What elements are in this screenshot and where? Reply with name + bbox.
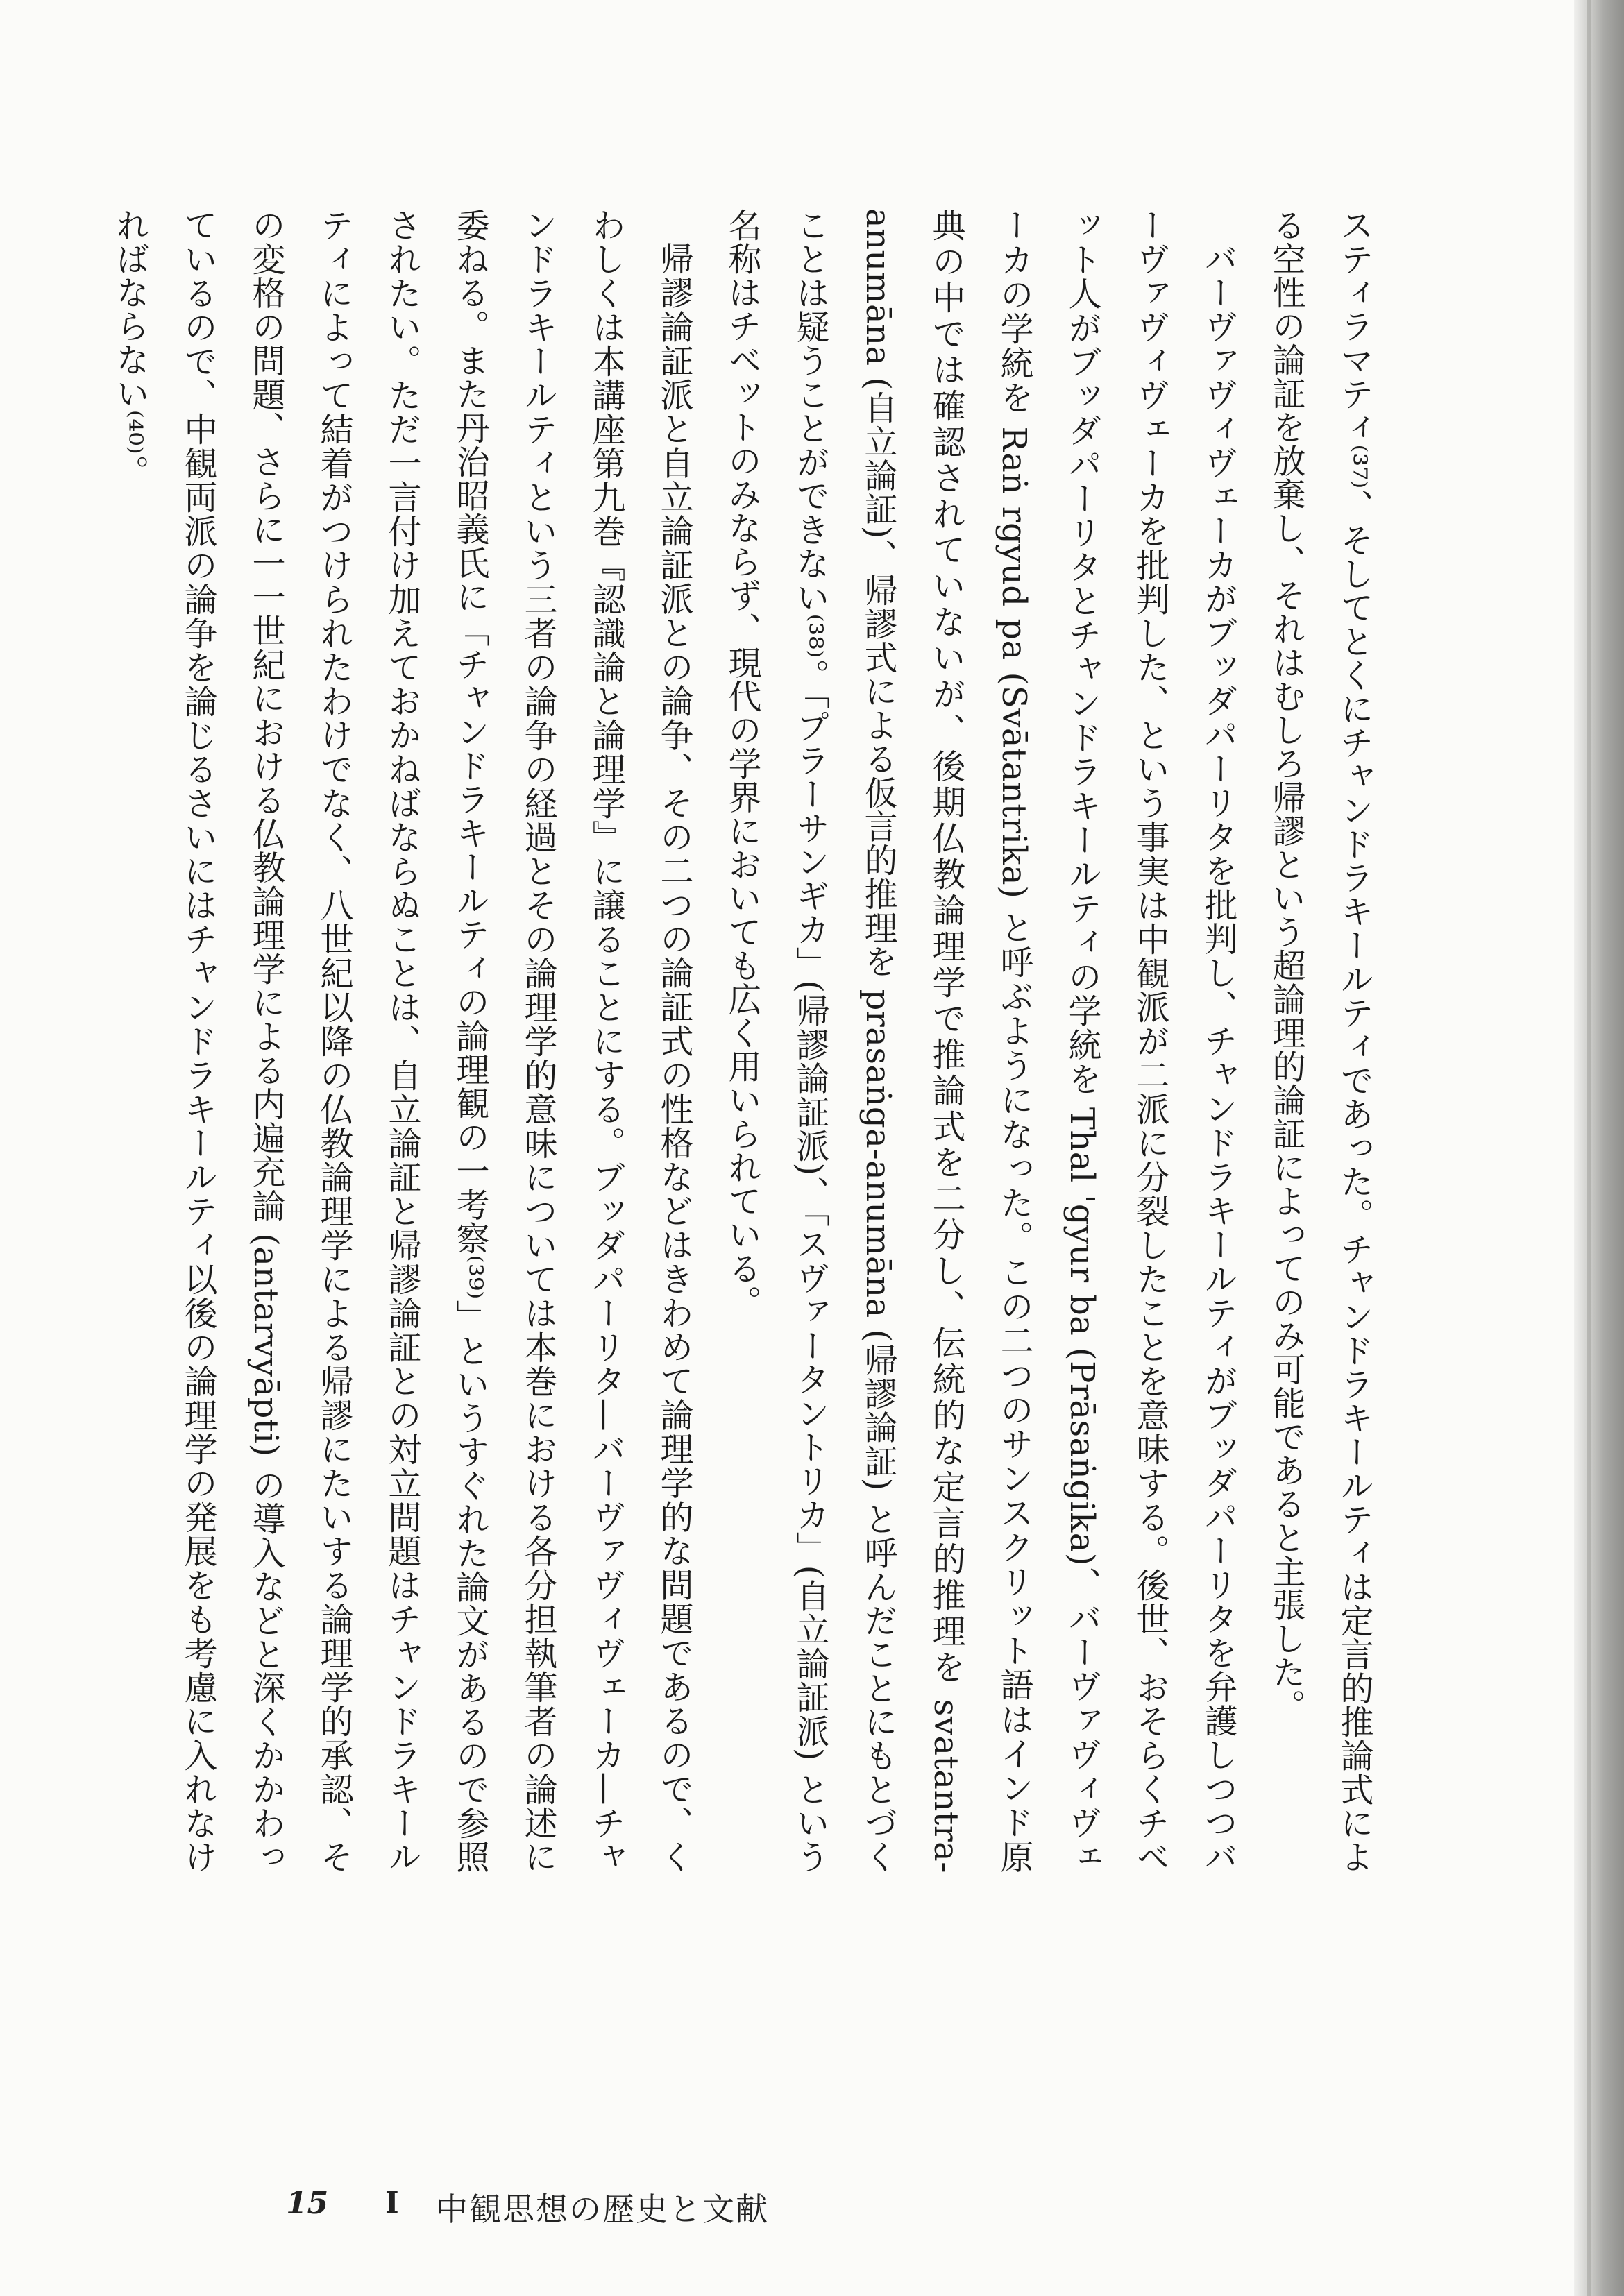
- page-number: 15: [286, 2186, 329, 2221]
- main-text-block: [110, 208, 1388, 1874]
- paragraph-2: バーヴァヴィヴェーカがブッダパーリタを批判し、チャンドラキールティがブッダパーリタを弁護しつつバーヴァヴィヴェーカを批判した、という事実は中観派が二派に分裂したことを意味する。後世、おそらくチベット人がブッダパーリタとチャンドラキールティの学統を Thal 'gyur ba (Prāsaṅgika)、バーヴァヴィヴェーカの学統を Raṅ rgyud pa (Svātantrika) と呼ぶようになった。この二つのサンスクリット語はインド原典の中では確認されていないが、後期仏教論理学で推論式を二分し、伝統的な定言的推理を svatantra-anumāna (自立論証)、帰謬式による仮言的推理を prasaṅga-anumāna (帰謬論証) と呼んだことにもとづくことは疑うことができない⁽³⁸⁾。「プラーサンギカ」(帰謬論証派)、「スヴァータントリカ」(自立論証派) という名称はチベットのみならず、現代の学界においても広く用いられている。: [722, 208, 1237, 1873]
- paragraph-3: 帰謬論証派と自立論証派との論争、その二つの論証式の性格などはきわめて論理学的な問題であるので、くわしくは本講座第九巻『認識論と論理学』に譲ることにする。ブッダパーリタ—バーヴァヴィヴェーカ—チャンドラキールティという三者の論争の経過とその論理学的意味については本巻における各分担執筆者の論述に委ねる。また丹治昭義氏に「チャンドラキールティの論理観の一考察⁽³⁹⁾」というすぐれた論文があるので参照されたい。ただ一言付け加えておかねばならぬことは、自立論証と帰謬論証との対立問題はチャンドラキールティによって結着がつけられたわけでなく、八世紀以降の仏教論理学による帰謬にたいする論理学的承認、その変格の問題、さらに一一世紀における仏教論理学による内遍充論 (antarvyāpti) の導入などと深くかかわっているので、中観両派の論争を論じるさいにはチャンドラキールティ以後の論理学の発展をも考慮に入れなければならない⁽⁴⁰⁾。: [110, 208, 693, 1874]
- part-number: I: [385, 2186, 399, 2220]
- binding-shadow: [1574, 0, 1624, 2296]
- running-title: 中観思想の歴史と文献: [436, 2191, 769, 2228]
- paragraph-1: スティラマティ⁽³⁷⁾、そしてとくにチャンドラキールティであった。チャンドラキールティは定言的推論式による空性の論証を放棄し、それはむしろ帰謬という超論理的論証によってのみ可能であると主張した。: [1267, 208, 1373, 1873]
